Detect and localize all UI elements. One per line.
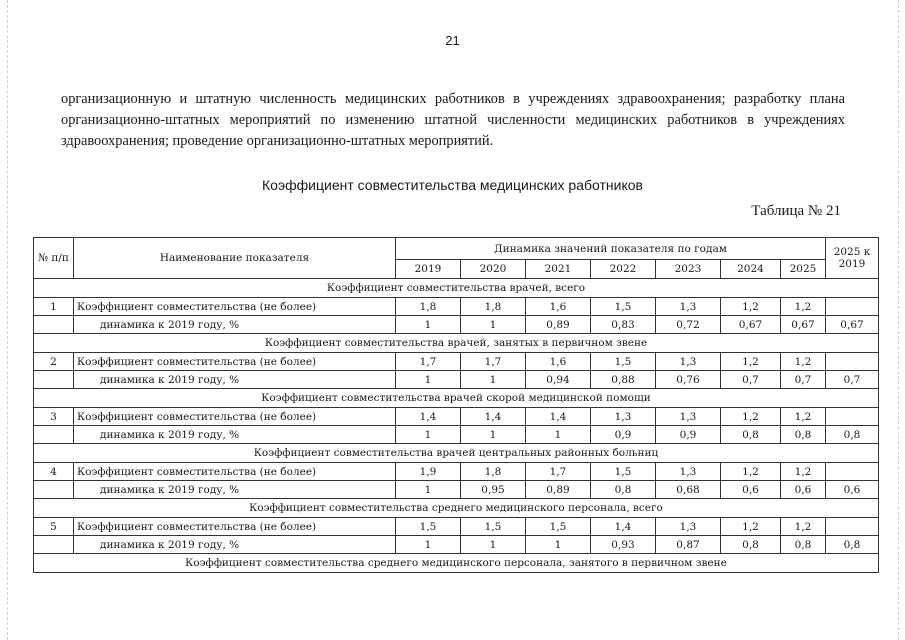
ratio-value-cell bbox=[826, 408, 879, 426]
row-indicator-name: динамика к 2019 году, % bbox=[74, 371, 396, 389]
header-year: 2021 bbox=[526, 260, 591, 279]
year-value-cell: 1,2 bbox=[721, 463, 781, 481]
header-year: 2020 bbox=[461, 260, 526, 279]
year-value-cell: 0,8 bbox=[721, 536, 781, 554]
year-value-cell: 0,88 bbox=[591, 371, 656, 389]
year-value-cell: 1,2 bbox=[781, 298, 826, 316]
table-title: Коэффициент совместительства медицинских работников bbox=[262, 177, 643, 193]
year-value-cell: 0,8 bbox=[591, 481, 656, 499]
year-value-cell: 0,7 bbox=[781, 371, 826, 389]
year-value-cell: 0,8 bbox=[721, 426, 781, 444]
table-row bbox=[34, 426, 879, 444]
section-title: Коэффициент совместительства врачей, всего bbox=[34, 279, 879, 298]
table-row bbox=[34, 481, 879, 499]
row-number bbox=[34, 371, 74, 389]
row-number: 5 bbox=[34, 518, 74, 536]
year-value-cell: 1 bbox=[461, 371, 526, 389]
year-value-cell: 0,8 bbox=[781, 426, 826, 444]
page-number: 21 bbox=[445, 33, 460, 48]
year-value-cell: 0,89 bbox=[526, 316, 591, 334]
year-value-cell: 1,7 bbox=[396, 353, 461, 371]
year-value-cell: 1 bbox=[526, 426, 591, 444]
table-row bbox=[34, 316, 879, 334]
row-number bbox=[34, 481, 74, 499]
row-indicator-name: Коэффициент совместительства (не более) bbox=[74, 298, 396, 316]
year-value-cell: 1,6 bbox=[526, 298, 591, 316]
year-value-cell: 1 bbox=[396, 316, 461, 334]
year-value-cell: 0,93 bbox=[591, 536, 656, 554]
row-indicator-name: Коэффициент совместительства (не более) bbox=[74, 408, 396, 426]
table-section-row bbox=[34, 279, 879, 298]
table-row bbox=[34, 408, 879, 426]
year-value-cell: 1,4 bbox=[591, 518, 656, 536]
year-value-cell: 1,2 bbox=[721, 518, 781, 536]
section-title: Коэффициент совместительства врачей, занятых в первичном звене bbox=[34, 334, 879, 353]
ratio-value-cell bbox=[826, 353, 879, 371]
year-value-cell: 0,7 bbox=[721, 371, 781, 389]
year-value-cell: 1,9 bbox=[396, 463, 461, 481]
year-value-cell: 1,4 bbox=[396, 408, 461, 426]
year-value-cell: 0,6 bbox=[781, 481, 826, 499]
year-value-cell: 1,4 bbox=[526, 408, 591, 426]
row-indicator-name: динамика к 2019 году, % bbox=[74, 426, 396, 444]
header-year: 2024 bbox=[721, 260, 781, 279]
ratio-value-cell bbox=[826, 463, 879, 481]
table-row bbox=[34, 463, 879, 481]
year-value-cell: 1,7 bbox=[461, 353, 526, 371]
year-value-cell: 1 bbox=[396, 426, 461, 444]
header-year: 2022 bbox=[591, 260, 656, 279]
table-section-row bbox=[34, 334, 879, 353]
year-value-cell: 0,67 bbox=[721, 316, 781, 334]
coefficient-table bbox=[33, 237, 879, 573]
year-value-cell: 1,3 bbox=[656, 408, 721, 426]
header-year: 2019 bbox=[396, 260, 461, 279]
year-value-cell: 0,94 bbox=[526, 371, 591, 389]
row-number: 3 bbox=[34, 408, 74, 426]
year-value-cell: 1 bbox=[396, 371, 461, 389]
year-value-cell: 0,76 bbox=[656, 371, 721, 389]
table-body bbox=[34, 279, 879, 573]
year-value-cell: 1 bbox=[396, 481, 461, 499]
table-row bbox=[34, 518, 879, 536]
year-value-cell: 1,2 bbox=[781, 518, 826, 536]
year-value-cell: 1,3 bbox=[656, 463, 721, 481]
year-value-cell: 1,2 bbox=[781, 353, 826, 371]
header-year: 2025 bbox=[781, 260, 826, 279]
table-section-row bbox=[34, 444, 879, 463]
row-indicator-name: динамика к 2019 году, % bbox=[74, 481, 396, 499]
header-dynamics: Динамика значений показателя по годам bbox=[396, 238, 826, 260]
header-year: 2023 bbox=[656, 260, 721, 279]
year-value-cell: 1,4 bbox=[461, 408, 526, 426]
table-section-row bbox=[34, 554, 879, 573]
year-value-cell: 1 bbox=[461, 536, 526, 554]
year-value-cell: 1 bbox=[461, 316, 526, 334]
table-section-row bbox=[34, 389, 879, 408]
row-number: 1 bbox=[34, 298, 74, 316]
table-row bbox=[34, 353, 879, 371]
right-page-edge bbox=[898, 0, 899, 640]
year-value-cell: 0,6 bbox=[721, 481, 781, 499]
year-value-cell: 1 bbox=[396, 536, 461, 554]
table-section-row bbox=[34, 499, 879, 518]
year-value-cell: 1,5 bbox=[591, 463, 656, 481]
year-value-cell: 1,8 bbox=[396, 298, 461, 316]
year-value-cell: 0,8 bbox=[781, 536, 826, 554]
table-row bbox=[34, 536, 879, 554]
year-value-cell: 1,5 bbox=[396, 518, 461, 536]
year-value-cell: 0,9 bbox=[656, 426, 721, 444]
table-row bbox=[34, 371, 879, 389]
year-value-cell: 1,2 bbox=[781, 463, 826, 481]
ratio-value-cell: 0,8 bbox=[826, 536, 879, 554]
table-header-row bbox=[34, 238, 879, 260]
year-value-cell: 1,3 bbox=[656, 298, 721, 316]
ratio-value-cell: 0,67 bbox=[826, 316, 879, 334]
row-number bbox=[34, 536, 74, 554]
year-value-cell: 0,87 bbox=[656, 536, 721, 554]
year-value-cell: 1,8 bbox=[461, 298, 526, 316]
year-value-cell: 0,9 bbox=[591, 426, 656, 444]
header-ratio: 2025 к 2019 bbox=[826, 238, 879, 279]
year-value-cell: 1,2 bbox=[721, 298, 781, 316]
year-value-cell: 0,83 bbox=[591, 316, 656, 334]
year-value-cell: 1,8 bbox=[461, 463, 526, 481]
year-value-cell: 1 bbox=[461, 426, 526, 444]
row-number bbox=[34, 426, 74, 444]
row-indicator-name: Коэффициент совместительства (не более) bbox=[74, 518, 396, 536]
ratio-value-cell: 0,7 bbox=[826, 371, 879, 389]
section-title: Коэффициент совместительства врачей скорой медицинской помощи bbox=[34, 389, 879, 408]
ratio-value-cell: 0,8 bbox=[826, 426, 879, 444]
section-title: Коэффициент совместительства среднего медицинского персонала, занятого в первичном звене bbox=[34, 554, 879, 573]
table-number-label: Таблица № 21 bbox=[751, 203, 841, 219]
section-title: Коэффициент совместительства врачей центральных районных больниц bbox=[34, 444, 879, 463]
year-value-cell: 0,72 bbox=[656, 316, 721, 334]
year-value-cell: 1 bbox=[526, 536, 591, 554]
year-value-cell: 0,68 bbox=[656, 481, 721, 499]
year-value-cell: 1,6 bbox=[526, 353, 591, 371]
year-value-cell: 1,5 bbox=[526, 518, 591, 536]
row-indicator-name: динамика к 2019 году, % bbox=[74, 536, 396, 554]
ratio-value-cell bbox=[826, 518, 879, 536]
intro-paragraph: организационную и штатную численность медицинских работников в учреждениях здравоохранения; разработку плана организационно-штатных мероприятий по изменению штатной численности медицинских работников в учреждениях здравоохранения; проведение организационно-штатных мероприятий. bbox=[61, 91, 845, 149]
year-value-cell: 1,7 bbox=[526, 463, 591, 481]
year-value-cell: 0,89 bbox=[526, 481, 591, 499]
header-number: № п/п bbox=[34, 238, 74, 279]
table-row bbox=[34, 298, 879, 316]
year-value-cell: 1,3 bbox=[591, 408, 656, 426]
year-value-cell: 1,5 bbox=[591, 353, 656, 371]
year-value-cell: 0,95 bbox=[461, 481, 526, 499]
row-indicator-name: Коэффициент совместительства (не более) bbox=[74, 463, 396, 481]
left-page-edge bbox=[7, 0, 8, 640]
year-value-cell: 1,5 bbox=[591, 298, 656, 316]
year-value-cell: 0,67 bbox=[781, 316, 826, 334]
row-number bbox=[34, 316, 74, 334]
year-value-cell: 1,5 bbox=[461, 518, 526, 536]
year-value-cell: 1,2 bbox=[721, 353, 781, 371]
section-title: Коэффициент совместительства среднего медицинского персонала, всего bbox=[34, 499, 879, 518]
year-value-cell: 1,2 bbox=[781, 408, 826, 426]
ratio-value-cell bbox=[826, 298, 879, 316]
header-indicator-name: Наименование показателя bbox=[74, 238, 396, 279]
row-indicator-name: динамика к 2019 году, % bbox=[74, 316, 396, 334]
year-value-cell: 1,3 bbox=[656, 353, 721, 371]
ratio-value-cell: 0,6 bbox=[826, 481, 879, 499]
row-number: 2 bbox=[34, 353, 74, 371]
row-number: 4 bbox=[34, 463, 74, 481]
year-value-cell: 1,3 bbox=[656, 518, 721, 536]
row-indicator-name: Коэффициент совместительства (не более) bbox=[74, 353, 396, 371]
year-value-cell: 1,2 bbox=[721, 408, 781, 426]
